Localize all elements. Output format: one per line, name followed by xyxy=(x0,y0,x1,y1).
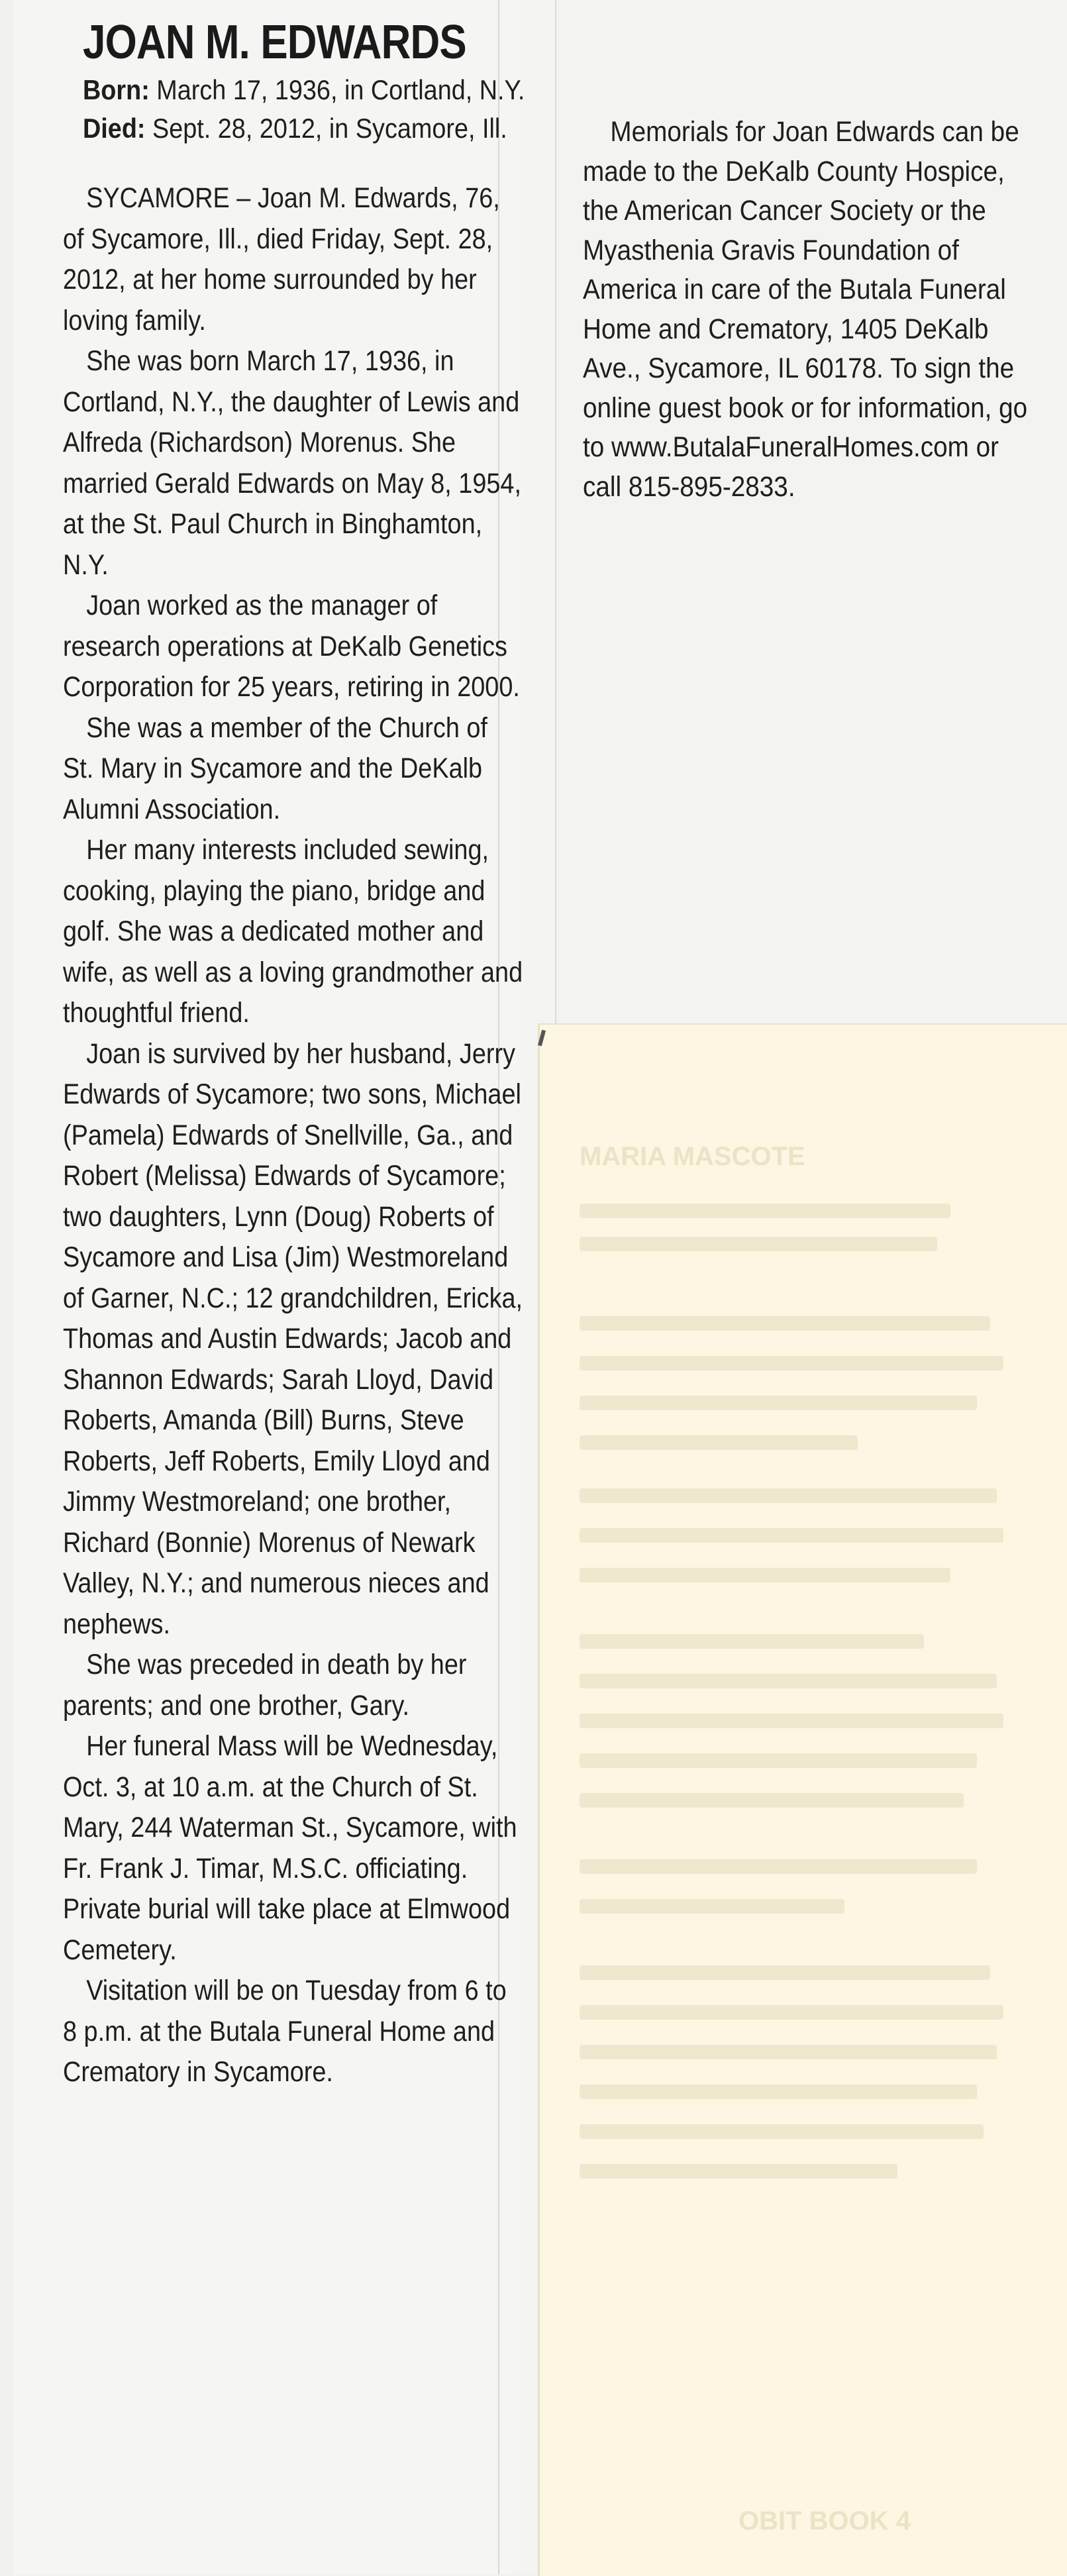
paragraph-funeral: Her funeral Mass will be Wednesday, Oct. 3, at 10 a.m. at the Church of St. Mary, 244 Waterman St., Sycamore, with Fr. Frank J. Timar, M.S.C. officiating. Private burial will take place at Elmwood Cemetery. xyxy=(63,1730,517,1966)
paragraph-birth: She was born March 17, 1936, in Cortland, N.Y., the daughter of Lewis and Alfreda (Richardson) Morenus. She married Gerald Edwards on May 8, 1954, at the St. Paul Church in Binghamton, N.Y. xyxy=(63,345,521,581)
born-label: Born: xyxy=(83,74,150,105)
bleed-through-line xyxy=(580,2124,984,2139)
bleed-through-line xyxy=(580,1714,1003,1728)
bleed-through-line xyxy=(580,1568,950,1582)
bleed-through-line xyxy=(580,2005,1003,2020)
obituary-body xyxy=(63,178,523,2093)
bleed-through-line xyxy=(580,1634,924,1649)
bleed-through-line xyxy=(580,1859,977,1874)
born-line xyxy=(83,71,536,109)
bleed-through-line xyxy=(580,2164,897,2179)
memorials-paragraph: Memorials for Joan Edwards can be made to the DeKalb County Hospice, the American Cancer Society or the Myasthenia Gravis Foundation of America in care of the Butala Funeral Home and Crematory, 1405 DeKalb Ave., Sycamore, IL 60178. To sign the online guest book or for information, go to www.ButalaFuneralHomes.com or call 815-895-2833. xyxy=(583,116,1028,503)
died-value: Sept. 28, 2012, in Sycamore, Ill. xyxy=(152,113,507,144)
paragraph-preceded: She was preceded in death by her parents; and one brother, Gary. xyxy=(63,1649,467,1722)
bleed-through-line xyxy=(580,1488,997,1503)
bleed-through-line xyxy=(580,1528,1003,1543)
bleed-through-line xyxy=(580,1965,990,1980)
memorials-column xyxy=(583,113,1036,507)
obituary-main-column xyxy=(63,17,527,2093)
paragraph-visitation: Visitation will be on Tuesday from 6 to 8 p.m. at the Butala Funeral Home and Crematory in Sycamore. xyxy=(63,1975,507,2088)
died-line xyxy=(83,109,536,148)
bleed-through-heading: MARIA MASCOTE xyxy=(580,1142,805,1171)
died-label: Died: xyxy=(83,113,146,144)
bleed-through-footer: OBIT BOOK 4 xyxy=(738,2506,911,2536)
paragraph-intro: SYCAMORE – Joan M. Edwards, 76, of Sycamore, Ill., died Friday, Sept. 28, 2012, at her home surrounded by her loving family. xyxy=(63,182,500,336)
paragraph-membership: She was a member of the Church of St. Mary in Sycamore and the DeKalb Alumni Association. xyxy=(63,711,487,825)
bleed-through-line xyxy=(580,1356,1003,1370)
paragraph-interests: Her many interests included sewing, cooking, playing the piano, bridge and golf. She was a dedicated mother and wife, as well as a loving grandmother and thoughtful friend. xyxy=(63,834,523,1029)
paragraph-survivors: Joan is survived by her husband, Jerry Edwards of Sycamore; two sons, Michael (Pamela) Edwards of Snellville, Ga., and Robert (Melissa) Edwards of Sycamore; two daughters, Lynn (Doug) Roberts of Sycamore and Lisa (Jim) Westmoreland of Garner, N.C.; 12 grandchildren, Ericka, Thomas and Austin Edwards; Jacob and Shannon Edwards; Sarah Lloyd, David Roberts, Amanda (Bill) Burns, Steve Roberts, Jeff Roberts, Emily Lloyd and Jimmy Westmoreland; one brother, Richard (Bonnie) Morenus of Newark Valley, N.Y.; and numerous nieces and nephews. xyxy=(63,1037,523,1640)
bleed-through-line xyxy=(580,1204,950,1218)
bleed-through-line xyxy=(580,1674,997,1688)
obituary-name: JOAN M. EDWARDS xyxy=(83,16,466,69)
bleed-through-line xyxy=(580,1316,990,1331)
bleed-through-line xyxy=(580,1793,964,1808)
bleed-through-line xyxy=(580,1899,844,1914)
clipping-edge xyxy=(555,0,556,1023)
bleed-through-line xyxy=(580,2045,997,2059)
bleed-through-line xyxy=(580,1396,977,1410)
backing-paper xyxy=(538,1023,1067,2576)
bleed-through-line xyxy=(580,2085,977,2099)
paragraph-career: Joan worked as the manager of research operations at DeKalb Genetics Corporation for 25 years, retiring in 2000. xyxy=(63,590,520,703)
bleed-through-line xyxy=(580,1435,858,1450)
born-value: March 17, 1936, in Cortland, N.Y. xyxy=(156,74,525,105)
bleed-through-line xyxy=(580,1753,977,1768)
bleed-through-line xyxy=(580,1237,937,1251)
